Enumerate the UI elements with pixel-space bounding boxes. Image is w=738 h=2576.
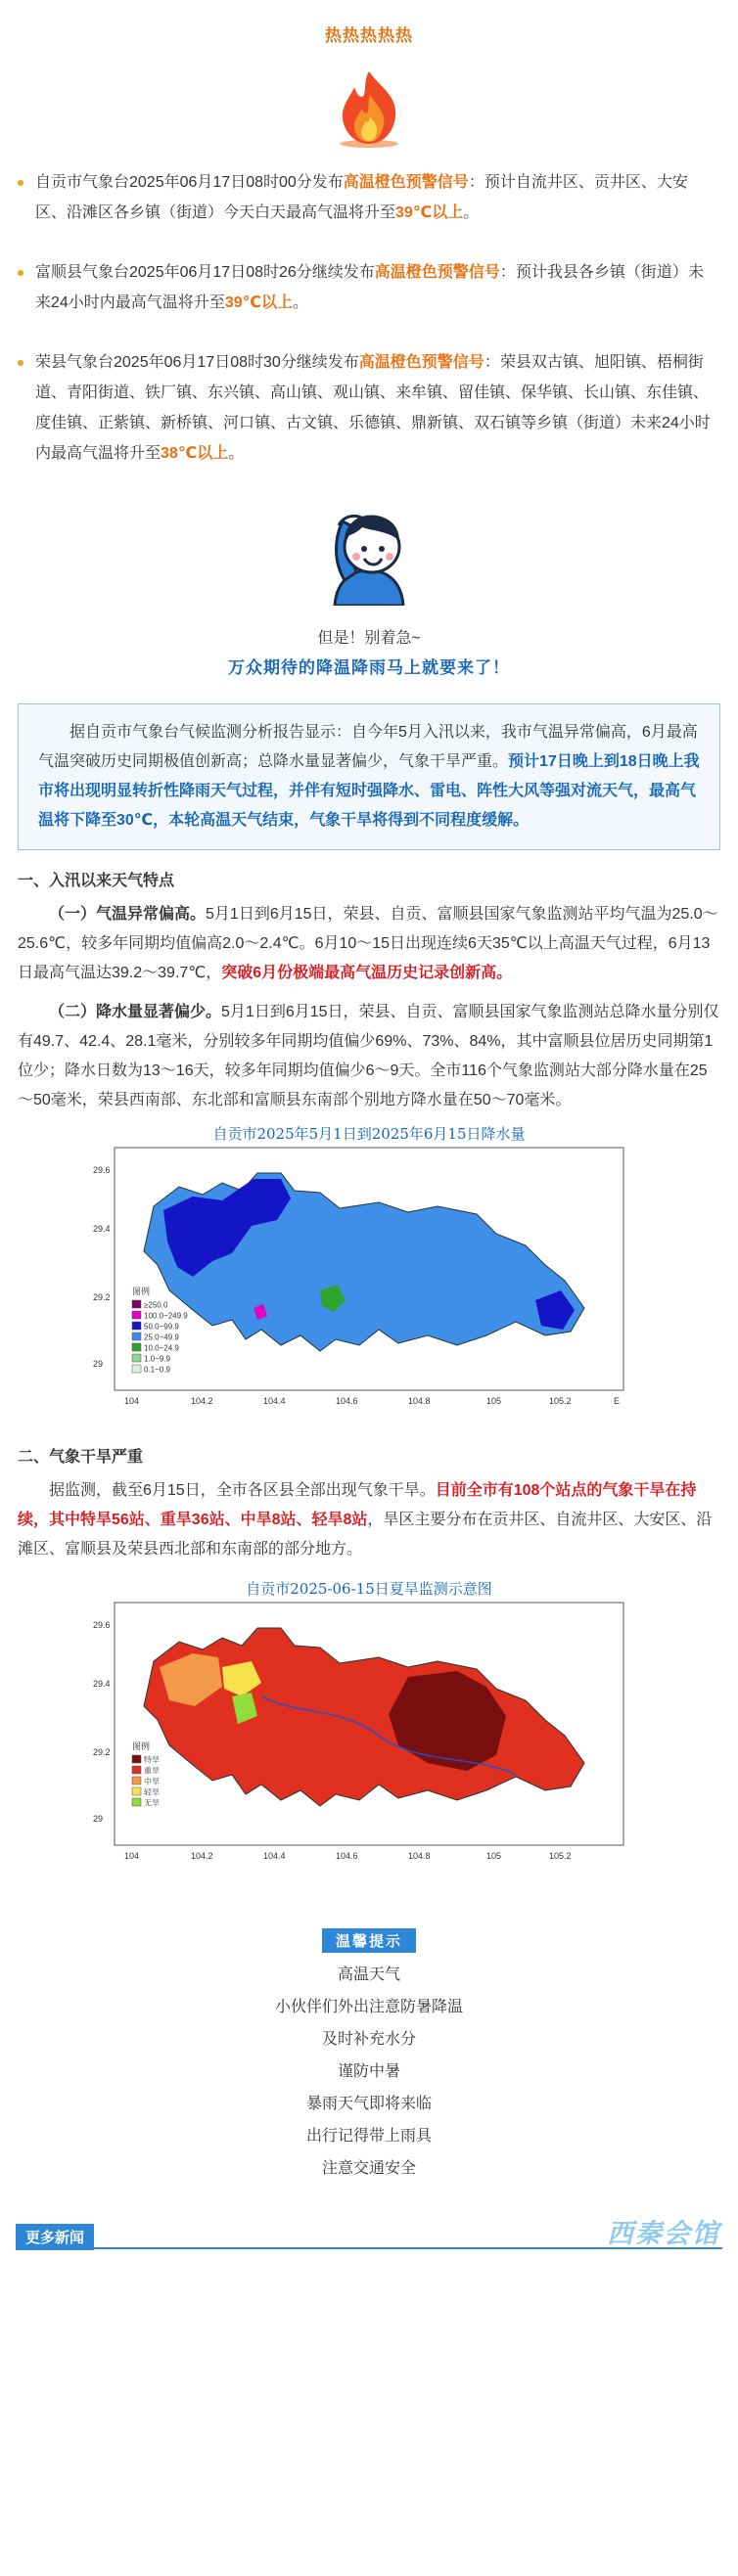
drought-map-figure [85,1599,653,1865]
paragraph-highlight: 目前全市有108个站点的气象干旱在持续，其中特旱56站、重旱36站、中旱8站、轻旱8站 [18,1482,697,1528]
legend-swatch [132,1777,141,1785]
y-tick: 29 [93,1814,104,1824]
x-tick: 105.2 [549,1851,572,1861]
warning-text: ：荣县双古镇、旭阳镇、梧桐街道、青阳街道、铁厂镇、东兴镇、高山镇、观山镇、来牟镇、留佳镇、保华镇、长山镇、东佳镇、度佳镇、正紫镇、新桥镇、河口镇、古文镇、乐德镇、鼎新镇、双石镇等乡镇（街道）未来24小时内最高气温将升至 [35,354,711,462]
legend-label: 轻旱 [144,1787,160,1797]
warning-signal: 高温橙色预警信号 [358,354,484,371]
warm-tip: 高温天气 [337,1966,400,1983]
legend-swatch [132,1343,141,1351]
hot-title: 热热热热热 [325,26,413,45]
warning-text: 荣县气象台2025年06月17日08时30分继续发布 [35,354,359,371]
warning-temp: 39℃以上 [224,294,293,311]
legend-label: 25.0~49.9 [144,1333,179,1342]
legend-title: 图例 [132,1287,151,1296]
saluting-boy-icon [315,498,423,606]
y-tick: 29 [93,1359,104,1369]
summary-text: 据自贡市气象台气候监测分析报告显示：自今年5月入汛以来，我市气温异常偏高，6月最高气温突破历史同期极值创新高；总降水量显著偏少，气象干旱严重。 [38,724,698,770]
y-tick: 29.6 [93,1165,111,1175]
paragraph-text: 据监测，截至6月15日，全市各区县全部出现气象干旱。 [49,1482,436,1499]
warm-tip: 谨防中暑 [337,2063,400,2080]
legend-title: 图例 [132,1741,151,1751]
warning-signal: 高温橙色预警信号 [374,264,500,281]
brand-logo: 西秦会馆 [607,2219,720,2248]
precipitation-map-figure [85,1144,653,1410]
y-tick: 29.4 [93,1224,111,1234]
warning-signal: 高温橙色预警信号 [343,174,469,191]
paragraph-text: ，旱区主要分布在贡井区、自流井区、大安区、沿滩区、富顺县及荣县西北部和东南部的部分地方。 [18,1512,713,1558]
warning-item [8,257,730,318]
legend-label: ≥250.0 [144,1300,168,1310]
legend-label: 重旱 [144,1766,160,1776]
paragraph-lead: （二）降水量显著偏少。 [49,1004,222,1020]
summary-box [18,703,720,850]
bullet-dot [18,180,23,186]
x-tick: 104 [124,1396,140,1406]
warm-tips-badge: 温馨提示 [322,1928,416,1953]
warm-tip: 小伙伴们外出注意防暑降温 [274,1999,463,2015]
transition-headline: 万众期待的降温降雨马上就要来了！ [228,658,510,677]
paragraph-drought [18,1476,720,1564]
summary-forecast: 预计17日晚上到18日晚上我市将出现明显转折性降雨天气过程，并伴有短时强降水、雷电、阵性大风等强对流天气，最高气温将下降至30℃，本轮高温天气结束，气象干旱将得到不同程度缓解。 [38,753,700,829]
bullet-dot [18,360,23,366]
warning-text: 。 [293,294,309,311]
paragraph-text: 5月1日到6月15日，荣县、自贡、富顺县国家气象监测站总降水量分别仅有49.7、42.4、28.1毫米，分别较多年同期均值偏少69%、73%、84%，其中富顺县位居历史同期第1位少；降水日数为13～16天，较多年同期均值偏少6～9天。全市116个气象监测站大部分降水量在25～50毫米，荣县西南部、东北部和富顺县东南部个别地方降水量在50～70毫米。 [18,1004,719,1108]
paragraph-temperature [18,900,720,988]
warm-tips [8,1928,730,2185]
legend-swatch [132,1333,141,1340]
warning-text: 。 [228,445,245,462]
warning-text: 。 [463,204,480,221]
legend-label: 中旱 [144,1777,160,1786]
legend-label: 10.0~24.9 [144,1343,179,1353]
warm-tip: 暴雨天气即将来临 [305,2096,432,2112]
x-tick: 104.8 [408,1396,431,1406]
section-title: 一、入汛以来天气特点 [18,873,175,889]
legend-swatch [132,1365,141,1373]
warning-temp: 39℃以上 [395,204,464,221]
x-tick: 104.4 [263,1396,286,1406]
paragraph-text: 5月1日到6月15日，荣县、自贡、富顺县国家气象监测站平均气温为25.0～25.6℃，较多年同期均值偏高2.0～2.4℃。6月10～15日出现连续6天35℃以上高温天气过程，6月13日最高气温达39.2～39.7℃， [18,906,718,981]
x-tick: 105.2 [549,1396,572,1406]
footer [8,2198,730,2257]
legend-swatch [132,1354,141,1362]
warm-tip: 及时补充水分 [321,2031,416,2048]
x-tick: 104 [124,1851,140,1861]
x-tick: 104.2 [191,1851,213,1861]
x-tick: 104.6 [336,1396,358,1406]
paragraph-highlight: 突破6月份极端最高气温历史记录创新高。 [221,965,513,981]
legend-label: 100.0~249.9 [144,1311,188,1321]
x-tick: 104.4 [263,1851,286,1861]
warning-text: 自贡市气象台2025年06月17日08时00分发布 [35,174,344,191]
map-title: 自贡市2025-06-15日夏旱监测示意图 [246,1580,492,1598]
legend-swatch [132,1787,141,1795]
legend-label: 0.1~0.9 [144,1365,170,1375]
legend-label: 特旱 [144,1755,160,1765]
transition-line: 但是！别着急~ [317,630,421,647]
y-tick: 29.2 [93,1747,111,1757]
more-news-button[interactable]: 更多新闻 [16,2224,94,2250]
legend-label: 50.0~99.9 [144,1322,179,1332]
warning-text: ：预计我县各乡镇（街道）未来24小时内最高气温将升至 [35,264,704,311]
y-tick: 29.6 [93,1620,111,1630]
legend-swatch [132,1311,141,1319]
legend-label: 1.0~9.9 [144,1354,170,1364]
warning-item [8,167,730,228]
warm-tip: 注意交通安全 [321,2160,416,2177]
paragraph-precipitation [18,998,720,1115]
legend-swatch [132,1766,141,1774]
legend [132,1755,160,1808]
paragraph-lead: （一）气温异常偏高。 [49,906,207,923]
x-tick: 104.6 [336,1851,358,1861]
x-tick: 105 [486,1851,502,1861]
warning-text: 富顺县气象台2025年06月17日08时26分继续发布 [35,264,375,281]
legend-swatch [132,1755,141,1763]
x-unit: E [614,1396,621,1406]
warning-temp: 38℃以上 [161,445,229,462]
x-tick: 104.8 [408,1851,431,1861]
y-tick: 29.2 [93,1292,111,1302]
precipitation-map [85,1123,653,1415]
legend-swatch [132,1300,141,1308]
warning-list [8,167,730,469]
drought-map [85,1578,653,1870]
warm-tip: 出行记得带上雨具 [305,2128,432,2145]
fire-icon [327,66,411,150]
map-title: 自贡市2025年5月1日到2025年6月15日降水量 [212,1125,526,1143]
legend-swatch [132,1322,141,1330]
warning-text: ：预计自流井区、贡井区、大安区、沿滩区各乡镇（街道）今天白天最高气温将升至 [35,174,688,221]
warning-item [8,347,730,469]
bullet-dot [18,270,23,276]
legend-swatch [132,1798,141,1806]
legend-label: 无旱 [144,1798,160,1808]
section-title: 二、气象干旱严重 [18,1449,144,1466]
y-tick: 29.4 [93,1679,111,1689]
x-tick: 104.2 [191,1396,213,1406]
warm-tips-lines [8,1959,730,2185]
x-tick: 105 [486,1396,502,1406]
